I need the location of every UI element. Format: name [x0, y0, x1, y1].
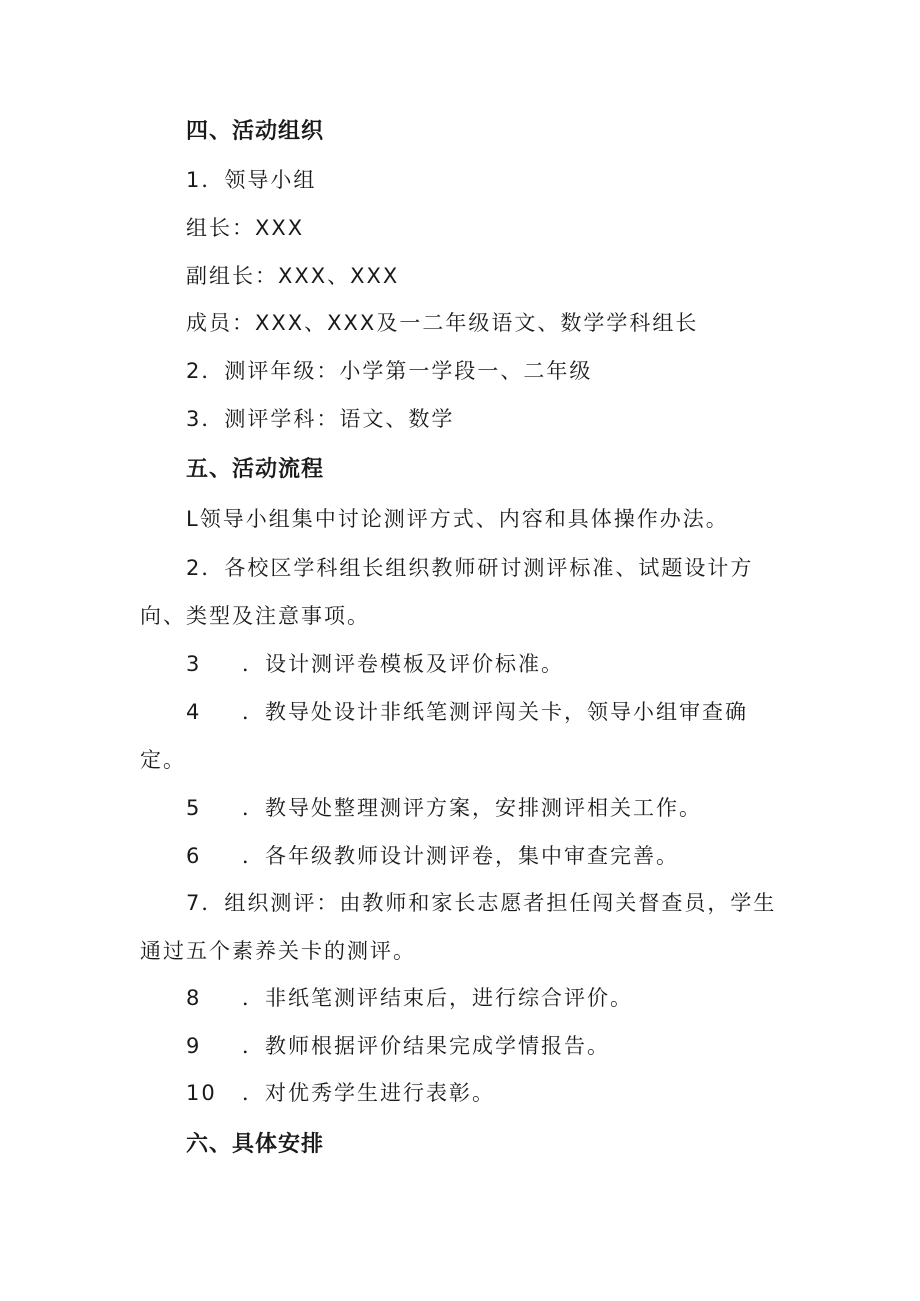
- process-step-2-line-1: 2．各校区学科组长组织教师研讨测评标准、试题设计方: [186, 556, 754, 580]
- item-assessment-subject: 3．测评学科：语文、数学: [186, 407, 455, 431]
- section-heading-activity-organization: 四、活动组织: [186, 119, 325, 144]
- process-step-4-line-2: 定。: [140, 748, 186, 772]
- process-step-8: [186, 983, 633, 1013]
- step-number: 3: [186, 652, 202, 676]
- step-number: 5: [186, 796, 202, 820]
- process-step-10: [186, 1078, 495, 1108]
- process-step-1: L领导小组集中讨论测评方式、内容和具体操作办法。: [186, 507, 729, 531]
- step-text: ．教导处整理测评方案，安排测评相关工作。: [242, 796, 702, 820]
- process-step-4-line-1: [186, 697, 748, 727]
- step-text: ．教导处设计非纸笔测评闯关卡，领导小组审查确: [242, 700, 748, 724]
- step-text: ．对优秀学生进行表彰。: [242, 1081, 495, 1105]
- deputy-leader-line: 副组长：XXX、XXX: [186, 264, 400, 288]
- step-text: ．非纸笔测评结束后，进行综合评价。: [242, 986, 633, 1010]
- group-leader-line: 组长：XXX: [186, 216, 305, 240]
- step-number: 10: [186, 1081, 217, 1105]
- step-number: 4: [186, 700, 202, 724]
- step-number: 8: [186, 986, 202, 1010]
- process-step-9: [186, 1031, 610, 1061]
- item-leadership-group: 1．领导小组: [186, 168, 317, 192]
- step-text: ．设计测评卷模板及评价标准。: [242, 652, 564, 676]
- step-text: ．各年级教师设计测评卷，集中审查完善。: [242, 844, 679, 868]
- step-number: 9: [186, 1034, 202, 1058]
- process-step-3: [186, 649, 564, 679]
- step-text: ．教师根据评价结果完成学情报告。: [242, 1034, 610, 1058]
- process-step-5: [186, 793, 702, 823]
- process-step-2-line-2: 向、类型及注意事项。: [140, 604, 370, 628]
- step-number: 6: [186, 844, 202, 868]
- process-step-7-line-1: 7．组织测评：由教师和家长志愿者担任闯关督查员，学生: [186, 891, 777, 915]
- process-step-7-line-2: 通过五个素养关卡的测评。: [140, 939, 416, 963]
- members-line: 成员：XXX、XXX及一二年级语文、数学学科组长: [186, 311, 699, 335]
- section-heading-specific-arrangements: 六、具体安排: [186, 1132, 325, 1157]
- item-assessment-grade: 2．测评年级：小学第一学段一、二年级: [186, 359, 593, 383]
- section-heading-activity-process: 五、活动流程: [186, 457, 325, 482]
- process-step-6: [186, 841, 679, 871]
